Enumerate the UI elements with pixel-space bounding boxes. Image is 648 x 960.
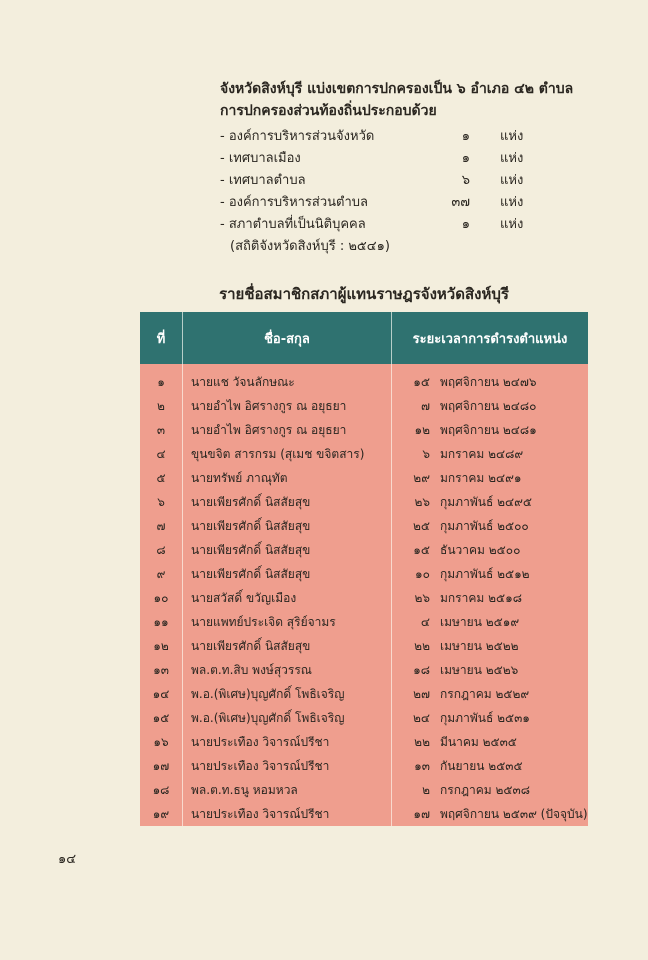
member-name: นายเพียรศักดิ์ นิสสัยสุข <box>183 634 392 658</box>
term-cell <box>392 754 589 778</box>
page-number: ๑๔ <box>58 852 77 867</box>
row-number: ๓ <box>140 418 183 442</box>
header-term: ระยะเวลาการดำรงตำแหน่ง <box>392 312 589 364</box>
term-date: เมษายน ๒๕๒๒ <box>440 638 519 653</box>
member-name: นายแพทย์ประเจิด สุริย์จามร <box>183 610 392 634</box>
member-name: นายประเทือง วิจารณ์ปรีชา <box>183 802 392 826</box>
table-row <box>140 394 588 418</box>
term-day: ๑๘ <box>413 662 430 677</box>
table-row <box>140 418 588 442</box>
admin-unit-row <box>220 148 620 170</box>
intro-heading-line1: จังหวัดสิงห์บุรี แบ่งเขตการปกครองเป็น ๖ อำเภอ ๔๒ ตำบล <box>220 81 574 97</box>
term-day: ๑๕ <box>413 542 430 557</box>
member-name: นายเพียรศักดิ์ นิสสัยสุข <box>183 538 392 562</box>
term-day: ๑๓ <box>414 758 430 773</box>
term-date: เมษายน ๒๕๑๙ <box>440 614 520 629</box>
row-number: ๑๕ <box>140 706 183 730</box>
term-cell <box>392 730 589 754</box>
term-date: ธันวาคม ๒๕๐๐ <box>440 542 521 557</box>
term-day: ๒๖ <box>414 494 430 509</box>
table-row <box>140 514 588 538</box>
member-name: นายเพียรศักดิ์ นิสสัยสุข <box>183 490 392 514</box>
term-cell <box>392 802 589 826</box>
row-number: ๑๘ <box>140 778 183 802</box>
source-note: (สถิติจังหวัดสิงห์บุรี : ๒๕๔๑) <box>230 239 390 254</box>
table-row <box>140 490 588 514</box>
term-day: ๒ <box>422 782 430 797</box>
term-cell <box>392 586 589 610</box>
term-day: ๑๗ <box>413 806 430 821</box>
member-name: นายประเทือง วิจารณ์ปรีชา <box>183 730 392 754</box>
term-date: กุมภาพันธ์ ๒๕๓๑ <box>440 710 530 725</box>
row-number: ๔ <box>140 442 183 466</box>
row-number: ๑๒ <box>140 634 183 658</box>
table-row <box>140 658 588 682</box>
term-cell <box>392 610 589 634</box>
member-name: นายอำไพ อิศรางกูร ณ อยุธยา <box>183 394 392 418</box>
admin-unit-count: ๑ <box>461 129 470 144</box>
row-number: ๑ <box>140 364 183 394</box>
term-day: ๑๕ <box>413 374 430 389</box>
term-cell <box>392 442 589 466</box>
row-number: ๗ <box>140 514 183 538</box>
term-date: พฤศจิกายน ๒๔๘๑ <box>440 422 537 437</box>
member-name: พ.อ.(พิเศษ)บุญศักดิ์ โพธิเจริญ <box>183 682 392 706</box>
row-number: ๑๗ <box>140 754 183 778</box>
table-row <box>140 364 588 394</box>
term-day: ๒๒ <box>414 638 430 653</box>
table-row <box>140 562 588 586</box>
term-date: กุมภาพันธ์ ๒๕๐๐ <box>440 518 529 533</box>
term-cell <box>392 562 589 586</box>
admin-unit-row <box>220 126 620 148</box>
admin-unit-label: - สภาตำบลที่เป็นนิติบุคคล <box>220 217 366 232</box>
admin-unit-unit: แห่ง <box>500 173 524 188</box>
term-cell <box>392 394 589 418</box>
table-row <box>140 586 588 610</box>
row-number: ๑๖ <box>140 730 183 754</box>
row-number: ๑๑ <box>140 610 183 634</box>
admin-unit-count: ๑ <box>461 151 470 166</box>
admin-unit-count: ๖ <box>461 173 470 188</box>
admin-unit-label: - เทศบาลเมือง <box>220 151 301 166</box>
term-day: ๒๕ <box>413 518 430 533</box>
term-date: กุมภาพันธ์ ๒๔๙๕ <box>440 494 532 509</box>
term-date: กุมภาพันธ์ ๒๕๑๒ <box>440 566 530 581</box>
row-number: ๑๐ <box>140 586 183 610</box>
table-row <box>140 610 588 634</box>
term-cell <box>392 514 589 538</box>
admin-unit-label: - เทศบาลตำบล <box>220 173 306 188</box>
table-header-row <box>140 312 588 364</box>
term-day: ๑๒ <box>414 422 430 437</box>
member-name: นายประเทือง วิจารณ์ปรีชา <box>183 754 392 778</box>
term-cell <box>392 682 589 706</box>
term-cell <box>392 364 589 394</box>
table-row <box>140 802 588 826</box>
admin-unit-unit: แห่ง <box>500 217 524 232</box>
row-number: ๑๓ <box>140 658 183 682</box>
term-cell <box>392 418 589 442</box>
term-day: ๒๖ <box>414 590 430 605</box>
term-date: พฤศจิกายน ๒๔๗๖ <box>440 374 537 389</box>
row-number: ๘ <box>140 538 183 562</box>
admin-unit-count: ๑ <box>461 217 470 232</box>
term-cell <box>392 466 589 490</box>
term-date: พฤศจิกายน ๒๕๓๙ (ปัจจุบัน) <box>440 806 588 821</box>
term-date: กรกฎาคม ๒๕๓๘ <box>440 782 530 797</box>
admin-unit-list <box>220 126 620 236</box>
intro-heading-line2: การปกครองส่วนท้องถิ่นประกอบด้วย <box>220 103 437 119</box>
term-day: ๗ <box>420 398 430 413</box>
term-date: มีนาคม ๒๕๓๕ <box>440 734 517 749</box>
table-row <box>140 466 588 490</box>
member-name: พ.อ.(พิเศษ)บุญศักดิ์ โพธิเจริญ <box>183 706 392 730</box>
row-number: ๑๔ <box>140 682 183 706</box>
admin-unit-unit: แห่ง <box>500 129 524 144</box>
table-row <box>140 442 588 466</box>
term-date: พฤศจิกายน ๒๔๘๐ <box>440 398 537 413</box>
row-number: ๙ <box>140 562 183 586</box>
member-name: นายทรัพย์ ภาณุทัต <box>183 466 392 490</box>
admin-unit-row <box>220 192 620 214</box>
table-row <box>140 538 588 562</box>
term-cell <box>392 538 589 562</box>
member-name: พล.ต.ท.สิบ พงษ์สุวรรณ <box>183 658 392 682</box>
table-title: รายชื่อสมาชิกสภาผู้แทนราษฎรจังหวัดสิงห์บุรี <box>219 285 509 303</box>
table-body <box>140 364 588 826</box>
term-cell <box>392 490 589 514</box>
row-number: ๖ <box>140 490 183 514</box>
member-name: นายเพียรศักดิ์ นิสสัยสุข <box>183 514 392 538</box>
term-day: ๒๙ <box>413 470 430 485</box>
admin-unit-row <box>220 214 620 236</box>
term-cell <box>392 658 589 682</box>
term-day: ๒๔ <box>413 710 430 725</box>
row-number: ๕ <box>140 466 183 490</box>
term-date: มกราคม ๒๔๘๙ <box>440 446 524 461</box>
header-no: ที่ <box>140 312 183 364</box>
term-day: ๒๗ <box>413 686 430 701</box>
table-row <box>140 682 588 706</box>
table-row <box>140 754 588 778</box>
intro-section <box>220 78 620 258</box>
term-date: กันยายน ๒๕๓๕ <box>440 758 523 773</box>
term-cell <box>392 778 589 802</box>
admin-unit-row <box>220 170 620 192</box>
header-name: ชื่อ-สกุล <box>183 312 392 364</box>
table-row <box>140 778 588 802</box>
member-name: นายแช วัจนลักษณะ <box>183 364 392 394</box>
term-day: ๖ <box>422 446 430 461</box>
term-day: ๒๒ <box>414 734 430 749</box>
term-date: เมษายน ๒๕๒๖ <box>440 662 519 677</box>
table-row <box>140 706 588 730</box>
admin-unit-unit: แห่ง <box>500 195 524 210</box>
table-row <box>140 730 588 754</box>
members-table <box>140 312 588 826</box>
member-name: พล.ต.ท.ธนู หอมหวล <box>183 778 392 802</box>
term-cell <box>392 706 589 730</box>
member-name: ขุนขจิต สารกรม (สุเมช ขจิตสาร) <box>183 442 392 466</box>
row-number: ๒ <box>140 394 183 418</box>
member-name: นายเพียรศักดิ์ นิสสัยสุข <box>183 562 392 586</box>
term-date: กรกฎาคม ๒๕๒๙ <box>440 686 530 701</box>
table-row <box>140 634 588 658</box>
term-cell <box>392 634 589 658</box>
admin-unit-count: ๓๗ <box>451 195 470 210</box>
term-date: มกราคม ๒๕๑๘ <box>440 590 522 605</box>
admin-unit-label: - องค์การบริหารส่วนตำบล <box>220 195 368 210</box>
row-number: ๑๙ <box>140 802 183 826</box>
term-day: ๔ <box>420 614 430 629</box>
member-name: นายอำไพ อิศรางกูร ณ อยุธยา <box>183 418 392 442</box>
term-day: ๑๐ <box>415 566 430 581</box>
term-date: มกราคม ๒๔๙๑ <box>440 470 522 485</box>
admin-unit-label: - องค์การบริหารส่วนจังหวัด <box>220 129 375 144</box>
admin-unit-unit: แห่ง <box>500 151 524 166</box>
member-name: นายสวัสดิ์ ขวัญเมือง <box>183 586 392 610</box>
